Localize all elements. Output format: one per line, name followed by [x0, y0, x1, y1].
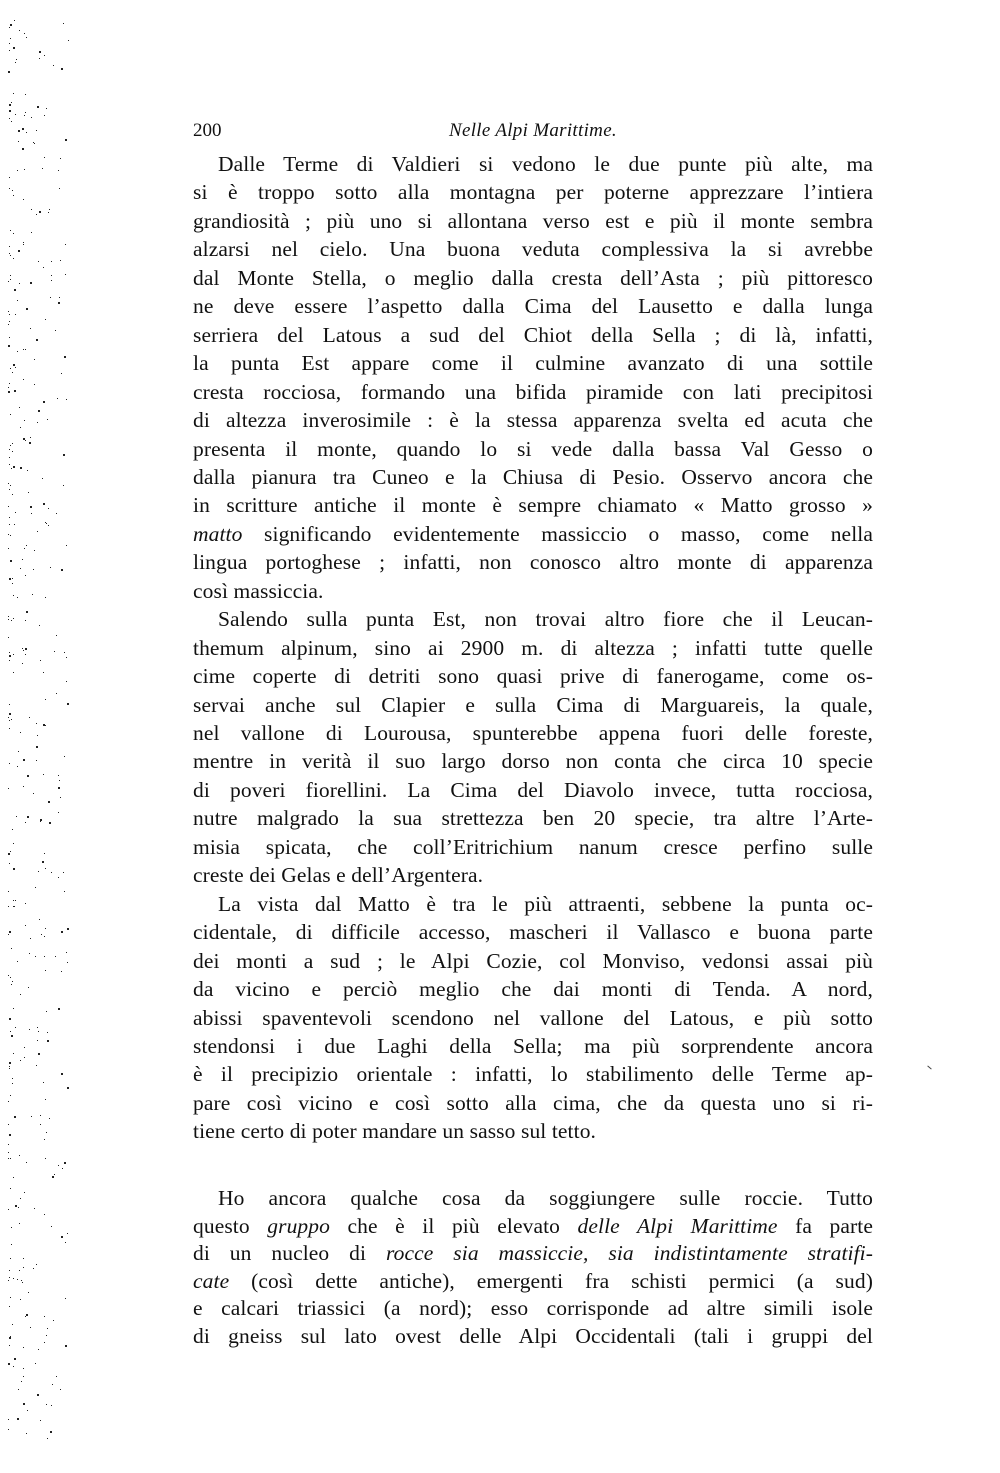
- text-line: [193, 1267, 873, 1295]
- text-line: pare così vicino e così sotto alla cima, che da questa uno si ri-: [193, 1090, 873, 1115]
- text-run: significando evidentemente massiccio o masso, come nella: [242, 521, 873, 546]
- text-line: [193, 1239, 873, 1267]
- text-line: presenta il monte, quando lo si vede dalla bassa Val Gesso o: [193, 436, 873, 461]
- text-line: cresta rocciosa, formando una bifida piramide con lati precipitosi: [193, 379, 873, 404]
- text-line: nutre malgrado la sua strettezza ben 20 specie, tra altre l’Arte-: [193, 806, 873, 831]
- italic-text: rocce sia massiccie, sia indistintamente stratifi-: [385, 1241, 873, 1265]
- text-line: creste dei Gelas e dell’Argentera.: [193, 863, 484, 888]
- text-line: Dalle Terme di Valdieri si vedono le due punte più alte, ma: [218, 152, 873, 176]
- text-line: nel vallone di Lourousa, spunterebbe appena fuori delle foreste,: [193, 721, 873, 745]
- scan-speck: [927, 1066, 931, 1070]
- page-header: [193, 120, 873, 146]
- text-line: [193, 520, 873, 548]
- text-line: tiene certo di poter mandare un sasso sul tetto.: [193, 1119, 597, 1144]
- text-line: in scritture antiche il monte è sempre chiamato « Matto grosso »: [193, 493, 873, 518]
- text-line: misia spicata, che coll’Eritrichium nanum cresce perfino sulle: [193, 834, 873, 859]
- text-line: cime coperte di detriti sono quasi prive di fanerogame, come os-: [193, 664, 873, 689]
- italic-text: matto: [193, 521, 243, 546]
- text-line: stendonsi i due Laghi della Sella; ma più sorprendente ancora: [193, 1033, 873, 1058]
- text-line: così massiccia.: [193, 578, 324, 603]
- text-run: questo: [193, 1213, 268, 1238]
- italic-text: cate: [193, 1268, 230, 1293]
- italic-text: delle Alpi Marittime: [577, 1213, 778, 1238]
- text-line: serriera del Latous a sud del Chiot della Sella ; di là, infatti,: [193, 322, 873, 347]
- text-line: themum alpinum, sino ai 2900 m. di altezza ; infatti tutte quelle: [193, 635, 873, 660]
- text-line: grandiosità ; più uno si allontana verso est e più il monte sembra: [193, 208, 873, 233]
- text-run: di un nucleo di: [193, 1241, 386, 1265]
- text-line: si è troppo sotto alla montagna per poterne apprezzare l’intiera: [193, 180, 873, 205]
- text-line: la punta Est appare come il culmine avanzato di una sottile: [193, 351, 873, 376]
- text-line: dalla pianura tra Cuneo e la Chiusa di Pesio. Osservo ancora che: [193, 464, 873, 489]
- text-line: La vista dal Matto è tra le più attraenti, sebbene la punta oc-: [218, 891, 873, 916]
- text-line: dal Monte Stella, o meglio dalla cresta dell’Asta ; più pittoresco: [193, 265, 873, 290]
- text-line: mentre in verità il suo largo dorso non conta che circa 10 specie: [193, 749, 873, 774]
- text-line: lingua portoghese ; infatti, non conosco altro monte di apparenza: [193, 550, 873, 575]
- text-line: di poveri fiorellini. La Cima del Diavolo invece, tutta rocciosa,: [193, 777, 873, 802]
- text-line: e calcari triassici (a nord); esso corrisponde ad altre simili isole: [193, 1296, 873, 1320]
- italic-text: gruppo: [267, 1213, 330, 1238]
- text-line: Ho ancora qualche cosa da soggiungere sulle roccie. Tutto: [218, 1186, 873, 1210]
- text-line: alzarsi nel cielo. Una buona veduta complessiva la si avrebbe: [193, 237, 873, 262]
- text-line: Salendo sulla punta Est, non trovai altro fiore che il Leucan-: [218, 607, 873, 632]
- text-line: dei monti a sud ; le Alpi Cozie, col Monviso, vedonsi assai più: [193, 948, 873, 973]
- text-line: cidentale, di difficile accesso, mascheri il Vallasco e buona parte: [193, 920, 873, 945]
- text-line: abissi spaventevoli scendono nel vallone del Latous, e più sotto: [193, 1005, 873, 1030]
- text-line: è il precipizio orientale : infatti, lo stabilimento delle Terme ap-: [193, 1062, 873, 1087]
- page-number: 200: [193, 120, 222, 141]
- text-run: fa parte: [777, 1213, 873, 1238]
- text-line: [193, 1212, 873, 1240]
- text-run: che è il più elevato: [329, 1213, 578, 1238]
- text-line: di gneiss sul lato ovest delle Alpi Occidentali (tali i gruppi del: [193, 1323, 873, 1348]
- text-line: da vicino e perciò meglio che dai monti di Tenda. A nord,: [193, 977, 873, 1002]
- text-run: (così dette antiche), emergenti fra schisti permici (a sud): [229, 1268, 873, 1293]
- text-line: ne deve essere l’aspetto dalla Cima del Lausetto e dalla lunga: [193, 294, 873, 319]
- running-title: Nelle Alpi Marittime.: [449, 120, 617, 141]
- text-line: servai anche sul Clapier e sulla Cima di Marguareis, la quale,: [193, 692, 873, 717]
- text-line: di altezza inverosimile : è la stessa apparenza svelta ed acuta che: [193, 408, 873, 433]
- scan-margin-noise: [0, 0, 80, 1473]
